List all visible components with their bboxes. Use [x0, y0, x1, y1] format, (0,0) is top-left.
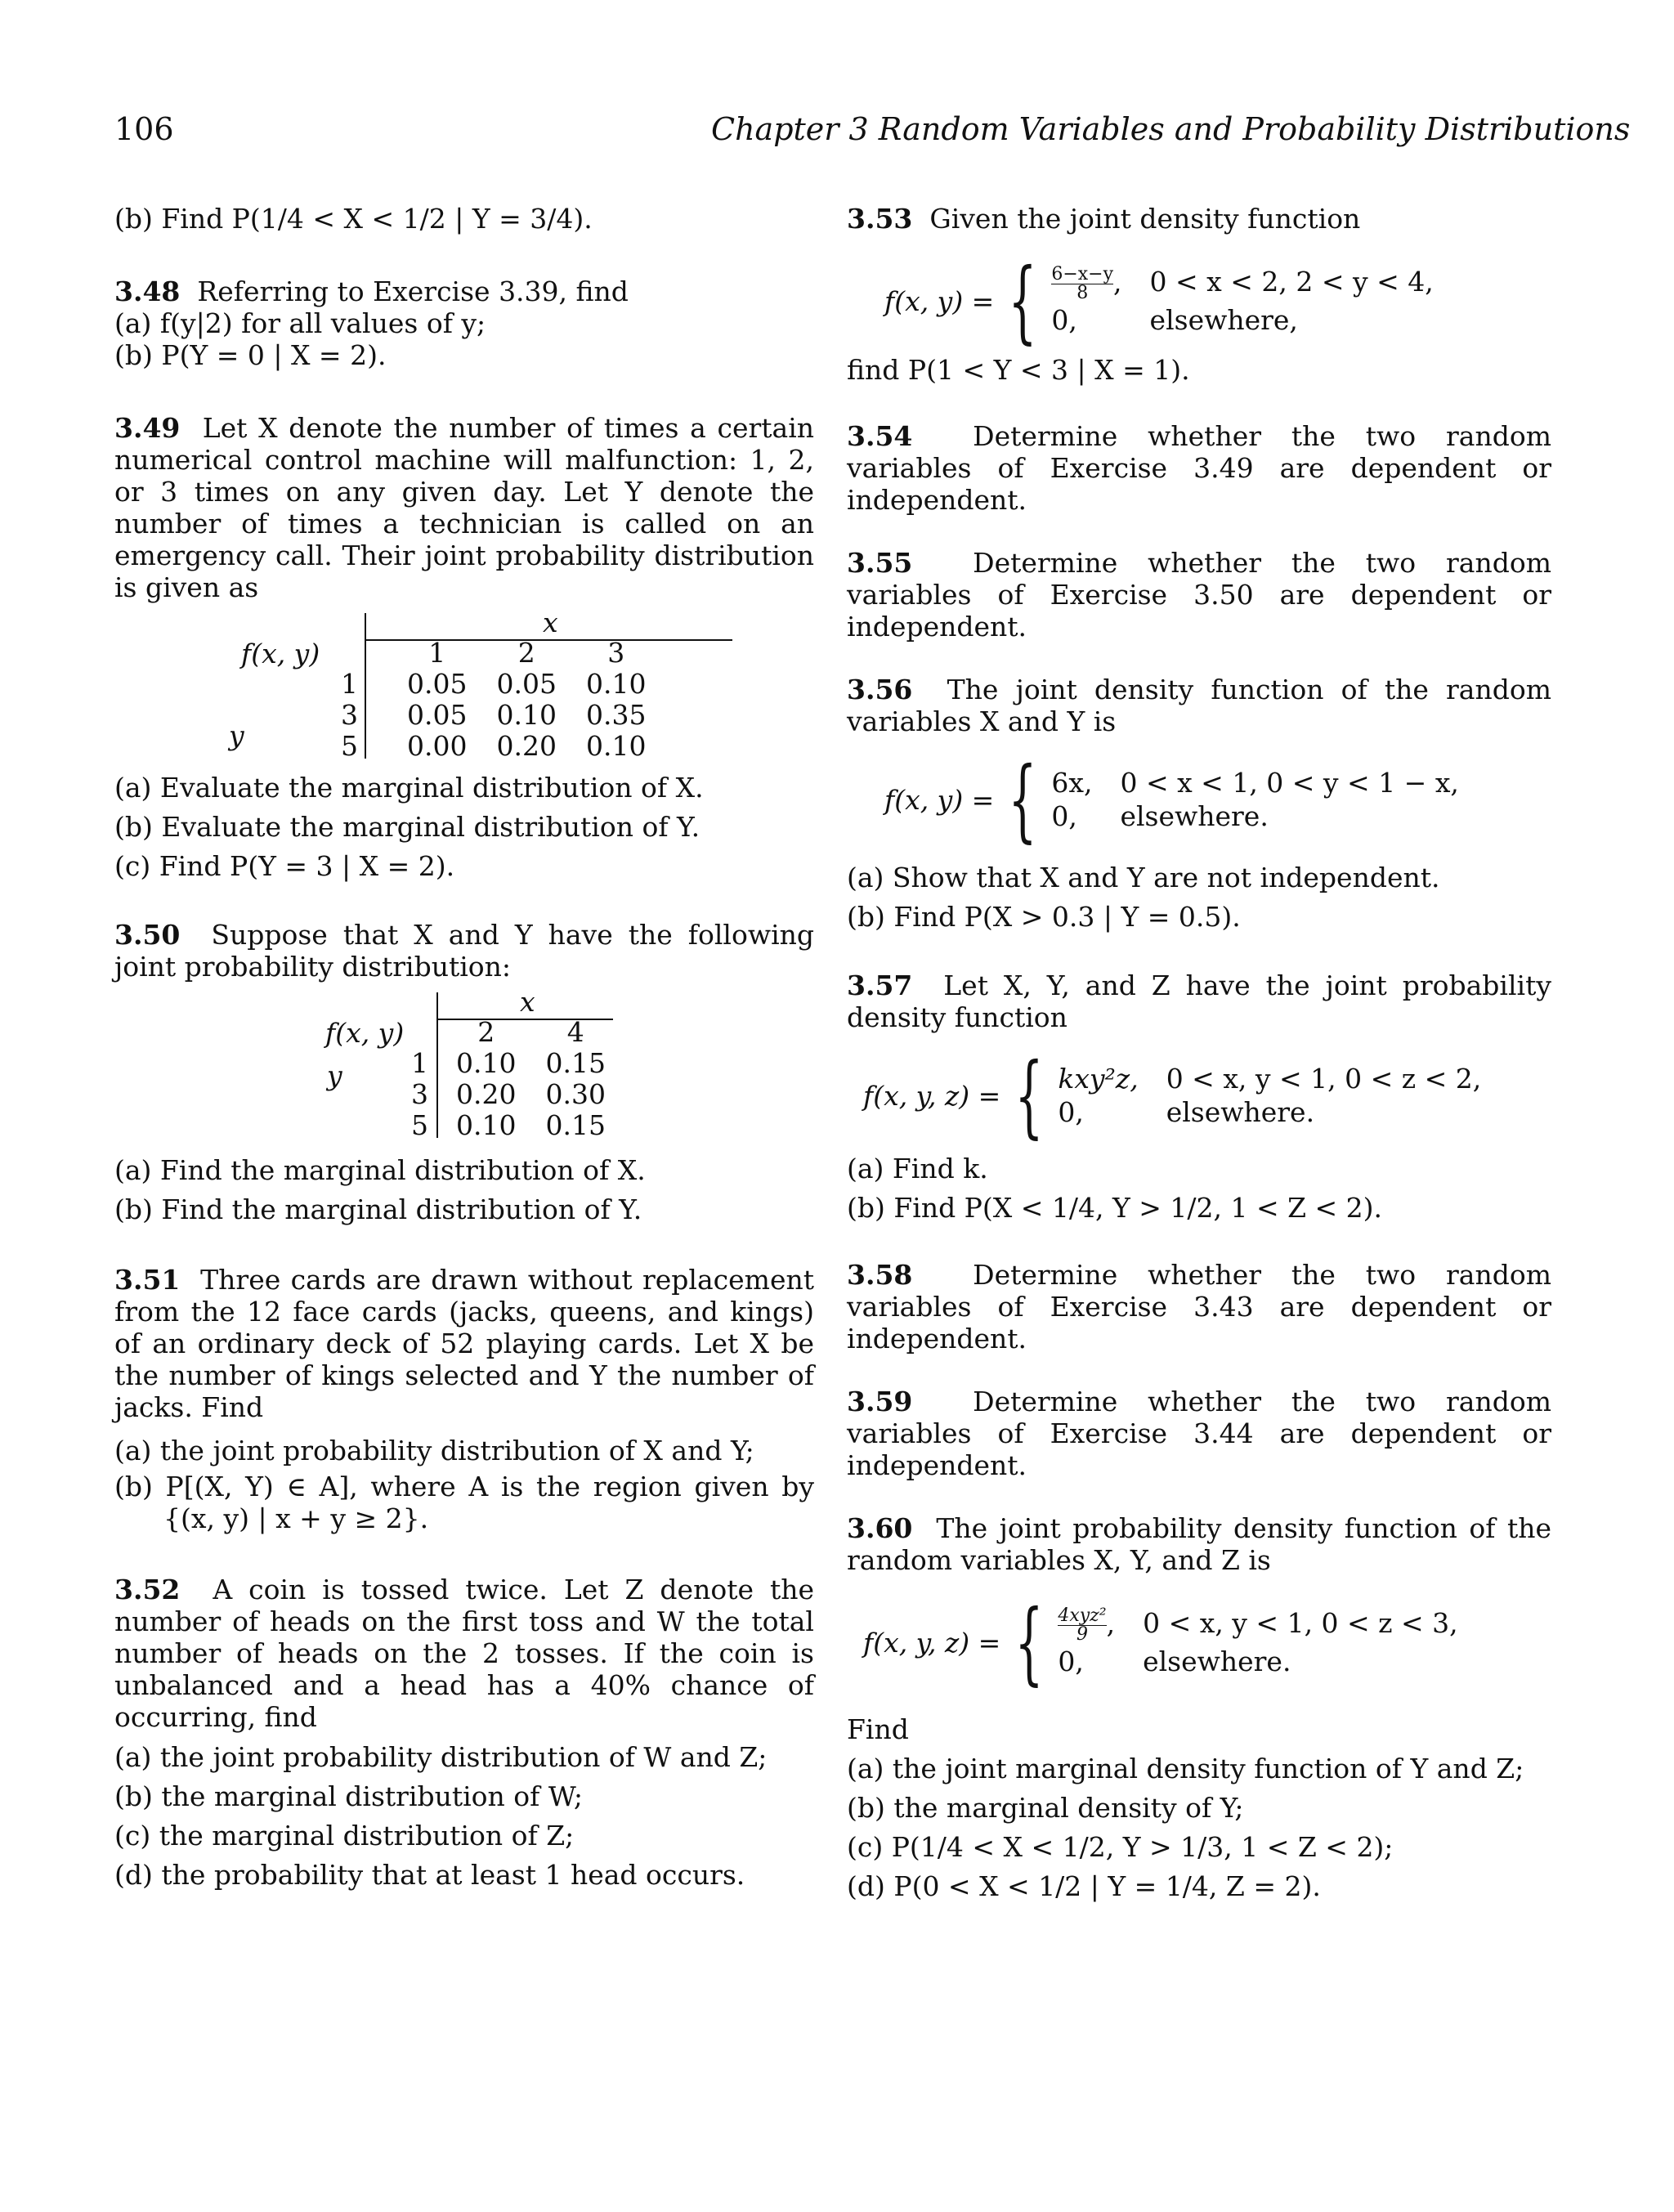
exercise-3-52 [114, 1574, 814, 1895]
table-y-values [365, 1017, 428, 1141]
part-c: (c) Find P(Y = 3 | X = 2). [114, 850, 455, 882]
exercise-3-47b: (b) Find P(1/4 < X < 1/2 | Y = 3/4). [114, 203, 593, 235]
case-condition: elsewhere. [1166, 1096, 1315, 1128]
piecewise-function [863, 1590, 1551, 1695]
exercise-number: 3.55 [847, 547, 913, 579]
part-d: (d) the probability that at least 1 head occurs. [114, 1859, 745, 1891]
exercise-text: Let X, Y, and Z have the joint probability density function [847, 969, 1551, 1033]
exercise-text: Suppose that X and Y have the following joint probability distribution: [114, 919, 815, 983]
cases: $\frac{6-x-y}{8}$ , 0 < x < 2, 2 < y < 4, 0, elsewhere, [1051, 264, 1434, 336]
exercise-number: 3.60 [847, 1512, 913, 1544]
x-value: 3 [607, 637, 625, 669]
brace-glyph: { [1014, 1590, 1044, 1695]
y-value: 3 [411, 1078, 428, 1110]
exercise-text: The joint density function of the random variables X and Y is [847, 674, 1551, 737]
x-value: 2 [517, 637, 535, 669]
exercise-3-48 [114, 275, 814, 371]
exercise-3-59 [847, 1386, 1551, 1481]
exercise-3-58 [847, 1259, 1551, 1355]
table-vertical-rule [365, 613, 366, 759]
part-b: (b) Evaluate the marginal distribution of Y. [114, 811, 700, 843]
case-condition: 0 < x, y < 1, 0 < z < 2, [1166, 1063, 1482, 1095]
table-body [392, 638, 660, 762]
y-value: 3 [341, 699, 358, 731]
table-vertical-rule [436, 992, 438, 1138]
piecewise-function [863, 1043, 1551, 1148]
part-a: (a) f(y|2) for all values of y; [114, 307, 486, 339]
exercise-3-50 [114, 919, 814, 1229]
table-cell: 0.05 [496, 668, 557, 700]
exercise-3-55 [847, 547, 1551, 643]
fraction [1058, 1607, 1106, 1644]
table-cell: 0.20 [496, 730, 557, 762]
exercise-text: Determine whether the two random variables of Exercise 3.49 are dependent or independent. [847, 420, 1551, 516]
table-cell: 0.15 [545, 1109, 606, 1141]
table-cell: 0.10 [456, 1047, 517, 1079]
y-value: 5 [341, 730, 358, 762]
right-column [847, 203, 1551, 1906]
part-b: (b) Find the marginal distribution of Y. [114, 1193, 642, 1225]
table-cell: 0.10 [496, 699, 557, 731]
case-condition: 0 < x < 1, 0 < y < 1 − x, [1120, 767, 1459, 799]
exercise-text: Let X denote the number of times a certain numerical control machine will malfunction: 1, 2, or 3 times on any given day. Let Y denote the number of times a technician is called on an emergency call. Their joint probability distribution is given as [114, 412, 815, 603]
fraction-numerator: 4xyz² [1058, 1605, 1107, 1626]
exercise-3-57 [847, 969, 1551, 1228]
y-value: 5 [411, 1109, 428, 1141]
table-x-label: x [520, 986, 535, 1018]
exercise-number: 3.56 [847, 674, 913, 705]
function-lhs: f(x, y, z) = [863, 1079, 1001, 1112]
table-y-label: y [327, 1059, 342, 1091]
table-cell: 0.30 [545, 1078, 606, 1110]
exercise-number: 3.52 [114, 1574, 181, 1605]
exercise-text: Referring to Exercise 3.39, find [197, 275, 629, 307]
case-value: 6x, [1051, 767, 1093, 799]
case-value: 0, [1051, 304, 1077, 336]
exercise-number: 3.57 [847, 969, 913, 1001]
part-a: (a) Show that X and Y are not independent. [847, 862, 1440, 893]
table-cell: 0.35 [585, 699, 647, 731]
table-corner-label: f(x, y) [241, 638, 320, 669]
x-value: 4 [566, 1016, 584, 1048]
part-d: (d) P(0 < X < 1/2 | Y = 1/4, Z = 2). [847, 1870, 1321, 1902]
table-cell: 0.05 [407, 668, 468, 700]
x-value: 2 [477, 1016, 495, 1048]
part-a: (a) the joint marginal density function of Y and Z; [847, 1753, 1524, 1784]
case-condition: elsewhere. [1143, 1646, 1291, 1677]
table-cell: 0.10 [456, 1109, 517, 1141]
chapter-header: Chapter 3 Random Variables and Probability Distributions [711, 111, 1631, 147]
find-label: Find [847, 1713, 909, 1745]
part-b: (b) P[(X, Y) ∈ A], where A is the region given by {(x, y) | x + y ≥ 2}. [114, 1471, 814, 1534]
table-body [441, 1017, 620, 1141]
exercise-text: The joint probability density function of the random variables X, Y, and Z is [847, 1512, 1551, 1576]
case-condition: elsewhere, [1149, 304, 1298, 336]
case-condition: 0 < x, y < 1, 0 < z < 3, [1143, 1607, 1458, 1639]
case-value: kxy²z, [1058, 1063, 1139, 1095]
table-x-label: x [543, 607, 558, 638]
fraction [1051, 266, 1113, 302]
brace-glyph: { [1008, 249, 1037, 353]
exercise-number: 3.59 [847, 1386, 913, 1417]
table-cell: 0.00 [407, 730, 468, 762]
function-lhs: f(x, y, z) = [863, 1626, 1001, 1659]
cases [1051, 767, 1459, 832]
probability-table-3-49 [114, 607, 814, 762]
table-y-values [293, 638, 358, 762]
part-a: (a) the joint probability distribution of X and Y; [114, 1435, 754, 1466]
exercise-text: A coin is tossed twice. Let Z denote the number of heads on the first toss and W the total number of heads on the 2 tosses. If the coin is unbalanced and a head has a 40% chance of occurring, find [114, 1574, 814, 1733]
cases: $\frac{\text{4xyz²}}{9}$ , 0 < x, y < 1, 0 < z < 3, 0, elsewhere. [1058, 1605, 1458, 1677]
exercise-3-49 [114, 412, 814, 886]
exercise-3-56 [847, 674, 1551, 937]
table-y-label: y [229, 719, 244, 751]
exercise-number: 3.53 [847, 203, 913, 235]
case-condition: 0 < x < 2, 2 < y < 4, [1149, 266, 1434, 298]
piecewise-function [884, 747, 1551, 852]
part-a: (a) Find the marginal distribution of X. [114, 1154, 646, 1186]
part-c: (c) the marginal distribution of Z; [114, 1820, 575, 1852]
fraction-numerator: 6−x−y [1051, 264, 1114, 284]
table-cell: 0.05 [407, 699, 468, 731]
exercise-question: find P(1 < Y < 3 | X = 1). [847, 354, 1190, 386]
part-a: (a) Evaluate the marginal distribution of X. [114, 772, 704, 804]
cases [1058, 1063, 1481, 1128]
exercise-number: 3.58 [847, 1259, 913, 1291]
brace-glyph: { [1008, 747, 1037, 852]
case-value: 0, [1058, 1646, 1084, 1677]
left-column [114, 203, 814, 1895]
part-b: (b) P(Y = 0 | X = 2). [114, 339, 387, 371]
table-cell: 0.15 [545, 1047, 606, 1079]
table-cell: 0.20 [456, 1078, 517, 1110]
piecewise-function [884, 249, 1551, 353]
exercise-3-53 [847, 203, 1551, 386]
table-cell: 0.10 [585, 668, 647, 700]
exercise-3-51 [114, 1264, 814, 1534]
case-value: 0, [1051, 800, 1077, 832]
exercise-number: 3.51 [114, 1264, 181, 1296]
exercise-text: Given the joint density function [929, 203, 1361, 235]
y-value: 1 [411, 1047, 428, 1079]
function-lhs: f(x, y) = [884, 284, 995, 317]
case-condition: elsewhere. [1120, 800, 1269, 832]
part-b: (b) the marginal density of Y; [847, 1792, 1244, 1824]
exercise-text: Determine whether the two random variables of Exercise 3.44 are dependent or independent. [847, 1386, 1551, 1481]
part-b: (b) Find P(X > 0.3 | Y = 0.5). [847, 901, 1241, 933]
part-b: (b) Find P(X < 1/4, Y > 1/2, 1 < Z < 2). [847, 1192, 1383, 1224]
exercise-number: 3.50 [114, 919, 181, 951]
page-number: 106 [114, 111, 174, 147]
part-a: (a) the joint probability distribution of W and Z; [114, 1741, 768, 1773]
fraction-denominator: 9 [1058, 1625, 1106, 1644]
exercise-3-54 [847, 420, 1551, 516]
exercise-text: Three cards are drawn without replacement from the 12 face cards (jacks, queens, and kings) of an ordinary deck of 52 playing cards. Let X be the number of kings selected and Y the number of jacks. Find [114, 1264, 814, 1423]
exercise-number: 3.54 [847, 420, 913, 452]
brace-glyph: { [1014, 1043, 1044, 1148]
exercise-number: 3.49 [114, 412, 181, 444]
fraction-denominator: 8 [1051, 284, 1113, 302]
exercise-text: Determine whether the two random variables of Exercise 3.50 are dependent or independent. [847, 547, 1551, 643]
exercise-number: 3.48 [114, 275, 181, 307]
part-c: (c) P(1/4 < X < 1/2, Y > 1/3, 1 < Z < 2); [847, 1831, 1394, 1863]
probability-table-3-50 [114, 986, 814, 1141]
case-value: 0, [1058, 1096, 1084, 1128]
part-b: (b) the marginal distribution of W; [114, 1780, 584, 1812]
table-corner-label: f(x, y) [325, 1017, 405, 1049]
part-a: (a) Find k. [847, 1153, 988, 1184]
exercise-text: Determine whether the two random variables of Exercise 3.43 are dependent or independent. [847, 1259, 1551, 1355]
exercise-3-60 [847, 1512, 1551, 1906]
function-lhs: f(x, y) = [884, 783, 995, 816]
x-value: 1 [428, 637, 446, 669]
y-value: 1 [341, 668, 358, 700]
table-cell: 0.10 [585, 730, 647, 762]
